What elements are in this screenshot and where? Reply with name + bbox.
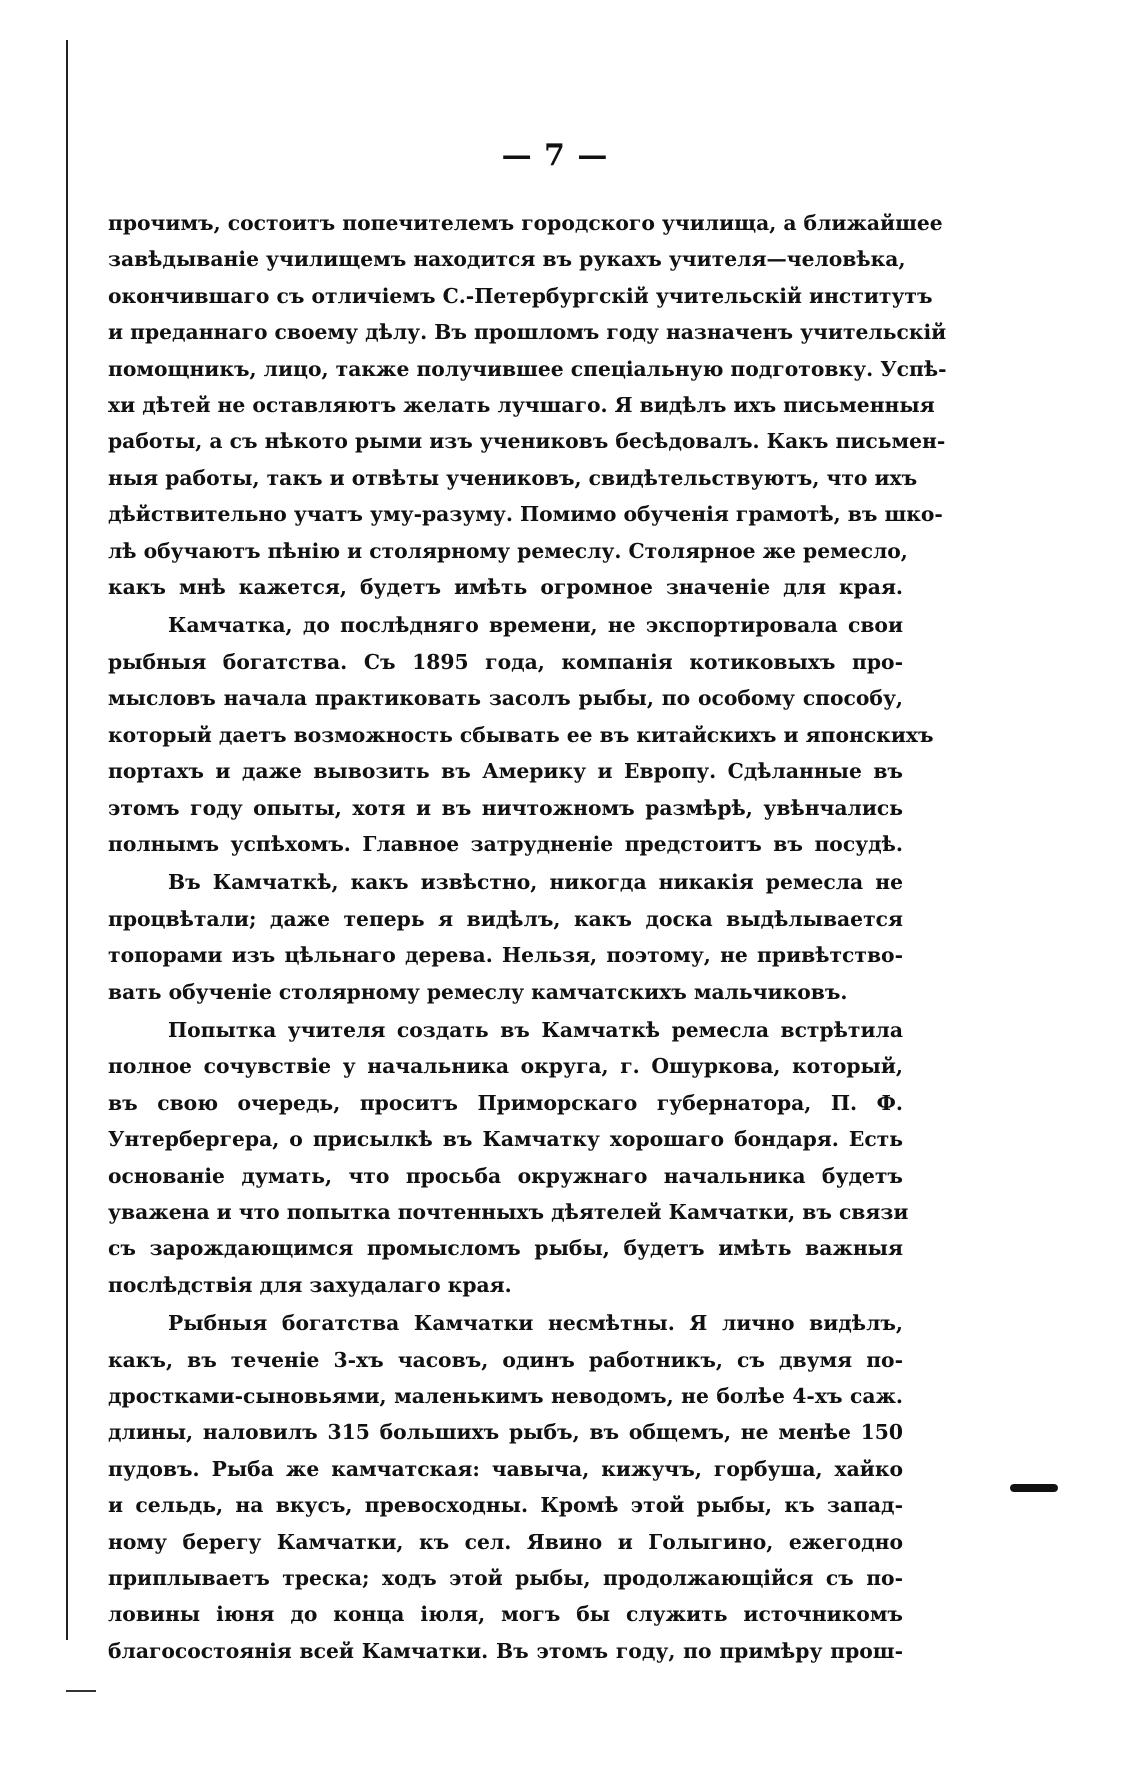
body-text <box>108 205 947 1671</box>
text-line: дростками-сыновьями, маленькимъ неводомъ, не болѣе 4-хъ саж. <box>108 1384 903 1408</box>
text-line: основаніе думать, что просьба окружнаго начальника будетъ <box>108 1163 903 1188</box>
scan-edge-foot <box>66 1690 96 1692</box>
text-line: процвѣтали; даже теперь я видѣлъ, какъ доска выдѣлывается <box>108 906 903 931</box>
text-line: портахъ и даже вывозить въ Америку и Европу. Сдѣланные въ <box>108 759 903 784</box>
text-line: длины, наловилъ 315 большихъ рыбъ, въ общемъ, не менѣе 150 <box>108 1420 903 1445</box>
text-line: какъ мнѣ кажется, будетъ имѣть огромное значеніе для края. <box>108 575 903 600</box>
text-line: полнымъ успѣхомъ. Главное затрудненіе предстоитъ въ посудѣ. <box>108 831 903 856</box>
text-line: лѣ обучаютъ пѣнію и столярному ремеслу. Столярное же ремесло, <box>108 538 908 563</box>
text-line: помощникъ, лицо, также получившее спеціальную подготовку. Успѣ- <box>108 356 947 381</box>
paragraph-3 <box>108 864 903 1010</box>
text-line: работы, а съ нѣкото рыми изъ учениковъ бесѣдовалъ. Какъ письмен- <box>108 429 946 454</box>
text-line: ныя работы, такъ и отвѣты учениковъ, свидѣтельствуютъ, что ихъ <box>108 465 918 490</box>
text-line: пудовъ. Рыба же камчатская: чавыча, кижучъ, горбуша, хайко <box>108 1456 903 1481</box>
text-line: благосостоянія всей Камчатки. Въ этомъ году, по примѣру прош- <box>108 1638 903 1663</box>
text-line: завѣдываніе училищемъ находится въ рукахъ учителя—человѣка, <box>108 247 906 272</box>
paragraph-1 <box>108 205 947 605</box>
paragraph-5 <box>108 1305 903 1669</box>
text-line: рыбныя богатства. Съ 1895 года, компанія котиковыхъ про- <box>108 649 903 674</box>
text-line: топорами изъ цѣльнаго дерева. Нельзя, поэтому, не привѣтство- <box>108 943 903 968</box>
text-line: Попытка учителя создать въ Камчаткѣ ремесла встрѣтила <box>168 1017 903 1042</box>
text-line: окончившаго съ отличіемъ С.-Петербургскій учительскій институтъ <box>108 283 933 308</box>
text-line: хи дѣтей не оставляютъ желать лучшаго. Я видѣлъ ихъ письменныя <box>108 393 935 418</box>
text-line: и сельдь, на вкусъ, превосходны. Кромѣ этой рыбы, къ запад- <box>108 1493 903 1518</box>
text-line: приплываетъ треска; ходъ этой рыбы, продолжающійся съ по- <box>108 1566 903 1591</box>
text-line: мысловъ начала практиковать засолъ рыбы, по особому способу, <box>108 686 903 711</box>
text-line: Камчатка, до послѣдняго времени, не экспортировала свои <box>168 613 903 638</box>
text-line: вать обученіе столярному ремеслу камчатскихъ мальчиковъ. <box>108 979 848 1004</box>
text-line: ловины іюня до конца іюля, могъ бы служить источникомъ <box>108 1602 903 1627</box>
text-line: прочимъ, состоитъ попечителемъ городского училища, а ближайшее <box>108 211 943 235</box>
paragraph-4 <box>108 1012 909 1303</box>
text-line: этомъ году опыты, хотя и въ ничтожномъ размѣрѣ, увѣнчались <box>108 795 903 820</box>
text-line: Унтербергера, о присылкѣ въ Камчатку хорошаго бондаря. Есть <box>108 1127 903 1152</box>
text-line: послѣдствія для захудалаго края. <box>108 1272 512 1297</box>
text-line: Рыбныя богатства Камчатки несмѣтны. Я лично видѣлъ, <box>168 1311 903 1336</box>
text-line: и преданнаго своему дѣлу. Въ прошломъ году назначенъ учительскій <box>108 320 947 345</box>
scan-mark-right <box>1010 1484 1058 1492</box>
text-line: Въ Камчаткѣ, какъ извѣстно, никогда никакія ремесла не <box>168 870 903 895</box>
paragraph-2 <box>108 607 934 862</box>
text-line: въ свою очередь, проситъ Приморскаго губернатора, П. Ф. <box>108 1090 903 1115</box>
text-line: съ зарождающимся промысломъ рыбы, будетъ имѣть важныя <box>108 1236 903 1261</box>
scan-edge-left <box>66 40 68 1640</box>
text-line: полное сочувствіе у начальника округа, г. Ошуркова, который, <box>108 1054 903 1079</box>
text-line: уважена и что попытка почтенныхъ дѣятелей Камчатки, въ связи <box>108 1199 909 1224</box>
text-line: который даетъ возможность сбывать ее въ китайскихъ и японскихъ <box>108 722 934 747</box>
text-line: ному берегу Камчатки, къ сел. Явино и Голыгино, ежегодно <box>108 1529 903 1554</box>
text-line: дѣйствительно учатъ уму-разуму. Помимо обученія грамотѣ, въ шко- <box>108 502 943 527</box>
text-line: какъ, въ теченіе 3-хъ часовъ, одинъ работникъ, съ двумя по- <box>108 1347 903 1372</box>
page-number: — 7 — <box>501 138 609 173</box>
